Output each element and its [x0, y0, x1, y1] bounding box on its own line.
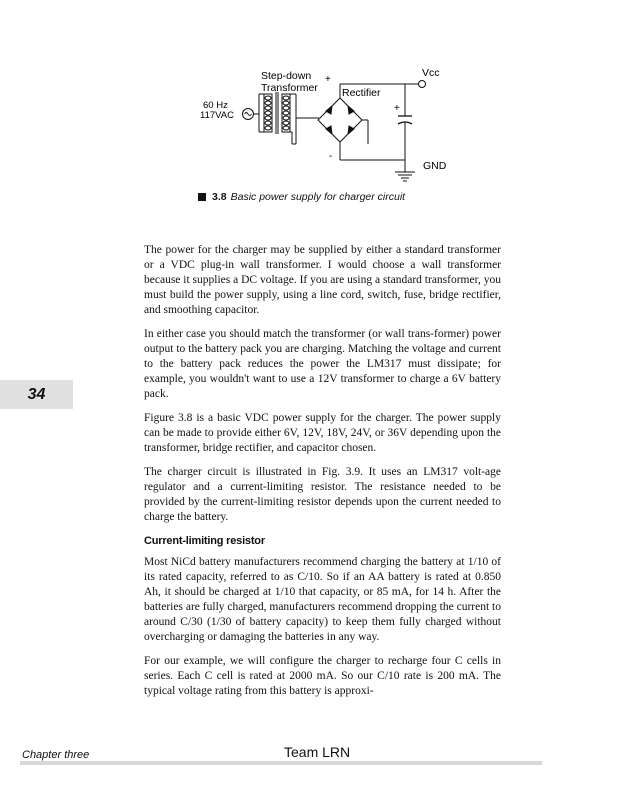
footer-rule [20, 761, 542, 765]
paragraph: In either case you should match the transformer (or wall trans-former) power output to the battery pack you are charging. Matching the voltage and current to the battery pack reduces the power the LM317 must dissipate; for example, you wouldn't want to use a 12V transformer to charge a 6V battery pack. [144, 328, 501, 400]
transformer-secondary-coil [282, 94, 290, 132]
paragraph: Figure 3.8 is a basic VDC power supply for the charger. The power supply can be made to provide either 6V, 12V, 18V, 24V, or 36V depending upon the transformer, bridge rectifier, and capacitor chosen. [144, 412, 501, 454]
label-transformer: Transformer [261, 82, 318, 94]
section-heading: Current-limiting resistor [144, 535, 265, 547]
caption-text: Basic power supply for charger circuit [230, 191, 406, 203]
paragraph: Most NiCd battery manufacturers recommend charging the battery at 1/10 of its rated capacity, referred to as C/10. So if an AA battery is rated at 0.850 Ah, it should be charged at 1/10 that capacity, or 85 mA, for 14 h. After the batteries are fully charged, manufacturers recommend dropping the current to around C/30 (1/30 of battery capacity) to keep them fully charged without overcharging or damaging the batteries in any way. [144, 556, 501, 643]
footer-chapter: Chapter three [22, 749, 90, 761]
ground-symbol [395, 172, 415, 181]
ac-source-wave [245, 113, 252, 116]
caption-number: 3.8 [212, 191, 227, 203]
label-vcc: Vcc [422, 67, 440, 79]
body-text [144, 243, 501, 708]
caption-bullet [198, 193, 206, 201]
paragraph: The charger circuit is illustrated in Fig. 3.9. It uses an LM317 volt-age regulator and a current-limiting resistor. The resistance needed to be provided by the current-limiting resistor depends upon the current needed to charge the battery. [144, 466, 501, 523]
footer-center-text: Team LRN [284, 744, 351, 760]
label-rectifier: Rectifier [342, 87, 381, 99]
figure-caption [198, 191, 405, 203]
paragraph: For our example, we will configure the charger to recharge four C cells in series. Each C cell is rated at 2000 mA. So our C/10 rate is 200 mA. The typical voltage rating from this battery is approxi- [144, 655, 501, 697]
label-plus-top: + [325, 74, 331, 85]
label-frequency: 60 Hz [203, 100, 228, 111]
paragraph: The power for the charger may be supplied by either a standard transformer or a VDC plug-in wall transformer. I would choose a wall transformer because it supplies a DC voltage. If you are using a standard transformer, you must build the power supply, using a line cord, switch, fuse, bridge rectifier, and smoothing capacitor. [144, 244, 501, 316]
label-input-voltage: 117VAC [200, 110, 234, 121]
label-step-down: Step-down [261, 70, 312, 82]
label-minus: - [329, 151, 333, 162]
label-gnd: GND [423, 160, 447, 172]
vcc-terminal [419, 81, 426, 88]
power-supply-schematic [190, 60, 460, 190]
transformer-primary-coil [264, 94, 272, 132]
bridge-rectifier [318, 98, 362, 142]
page-number-tab: 34 [0, 380, 73, 409]
label-plus-cap: + [394, 103, 400, 114]
